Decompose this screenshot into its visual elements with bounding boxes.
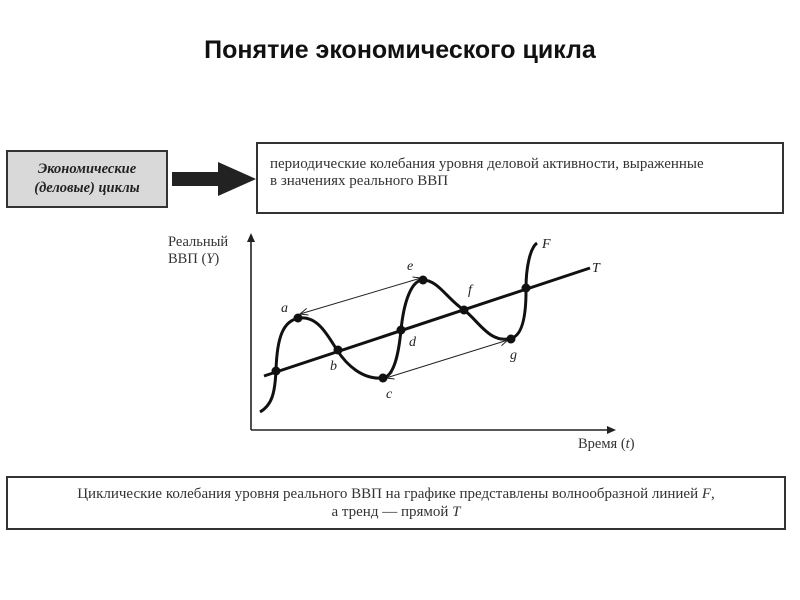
caption-line-2: а тренд — прямой: [331, 504, 453, 520]
y-label-prefix: ВВП (: [168, 251, 207, 267]
point-b-marker: [334, 346, 343, 355]
y-label-line-1: Реальный: [168, 234, 229, 250]
x-label-var: t: [625, 436, 630, 452]
period-arrow-c-g: [386, 340, 508, 378]
term-line-2: (деловые) циклы: [34, 180, 140, 196]
description-line-2: в значениях реального ВВП: [270, 173, 449, 189]
label-e: e: [407, 259, 414, 274]
label-a: a: [281, 301, 288, 316]
point-marker: [522, 284, 531, 293]
point-d-marker: [397, 326, 406, 335]
caption-box: [6, 476, 786, 530]
label-d: d: [409, 335, 416, 350]
x-label-prefix: Время (: [578, 436, 626, 452]
caption-var-T: T: [452, 504, 461, 520]
page-title: Понятие экономического цикла: [204, 36, 596, 64]
point-c-marker: [379, 374, 388, 383]
label-f: f: [468, 283, 472, 298]
label-b: b: [330, 359, 337, 374]
term-line-1: Экономические: [37, 161, 137, 177]
point-e-marker: [419, 276, 428, 285]
x-label-suffix: ): [629, 436, 635, 452]
y-label-var: Y: [206, 251, 215, 267]
caption-var-F: F: [701, 486, 712, 502]
point-marker: [272, 367, 281, 376]
label-g: g: [510, 348, 517, 363]
point-g-marker: [507, 335, 516, 344]
description-line-1: периодические колебания уровня деловой активности, выраженные: [270, 156, 704, 172]
point-a-marker: [294, 314, 303, 323]
caption-line-1-suffix: ,: [711, 486, 715, 502]
definition-arrow-icon: [172, 162, 256, 196]
caption-line-1: Циклические колебания уровня реального ВВП на графике представлены волнообразной линией: [77, 486, 702, 502]
label-c: c: [386, 387, 393, 402]
point-f-marker: [460, 306, 469, 315]
label-F: F: [542, 237, 551, 252]
label-T: T: [592, 261, 600, 276]
y-label-suffix: ): [214, 251, 220, 267]
